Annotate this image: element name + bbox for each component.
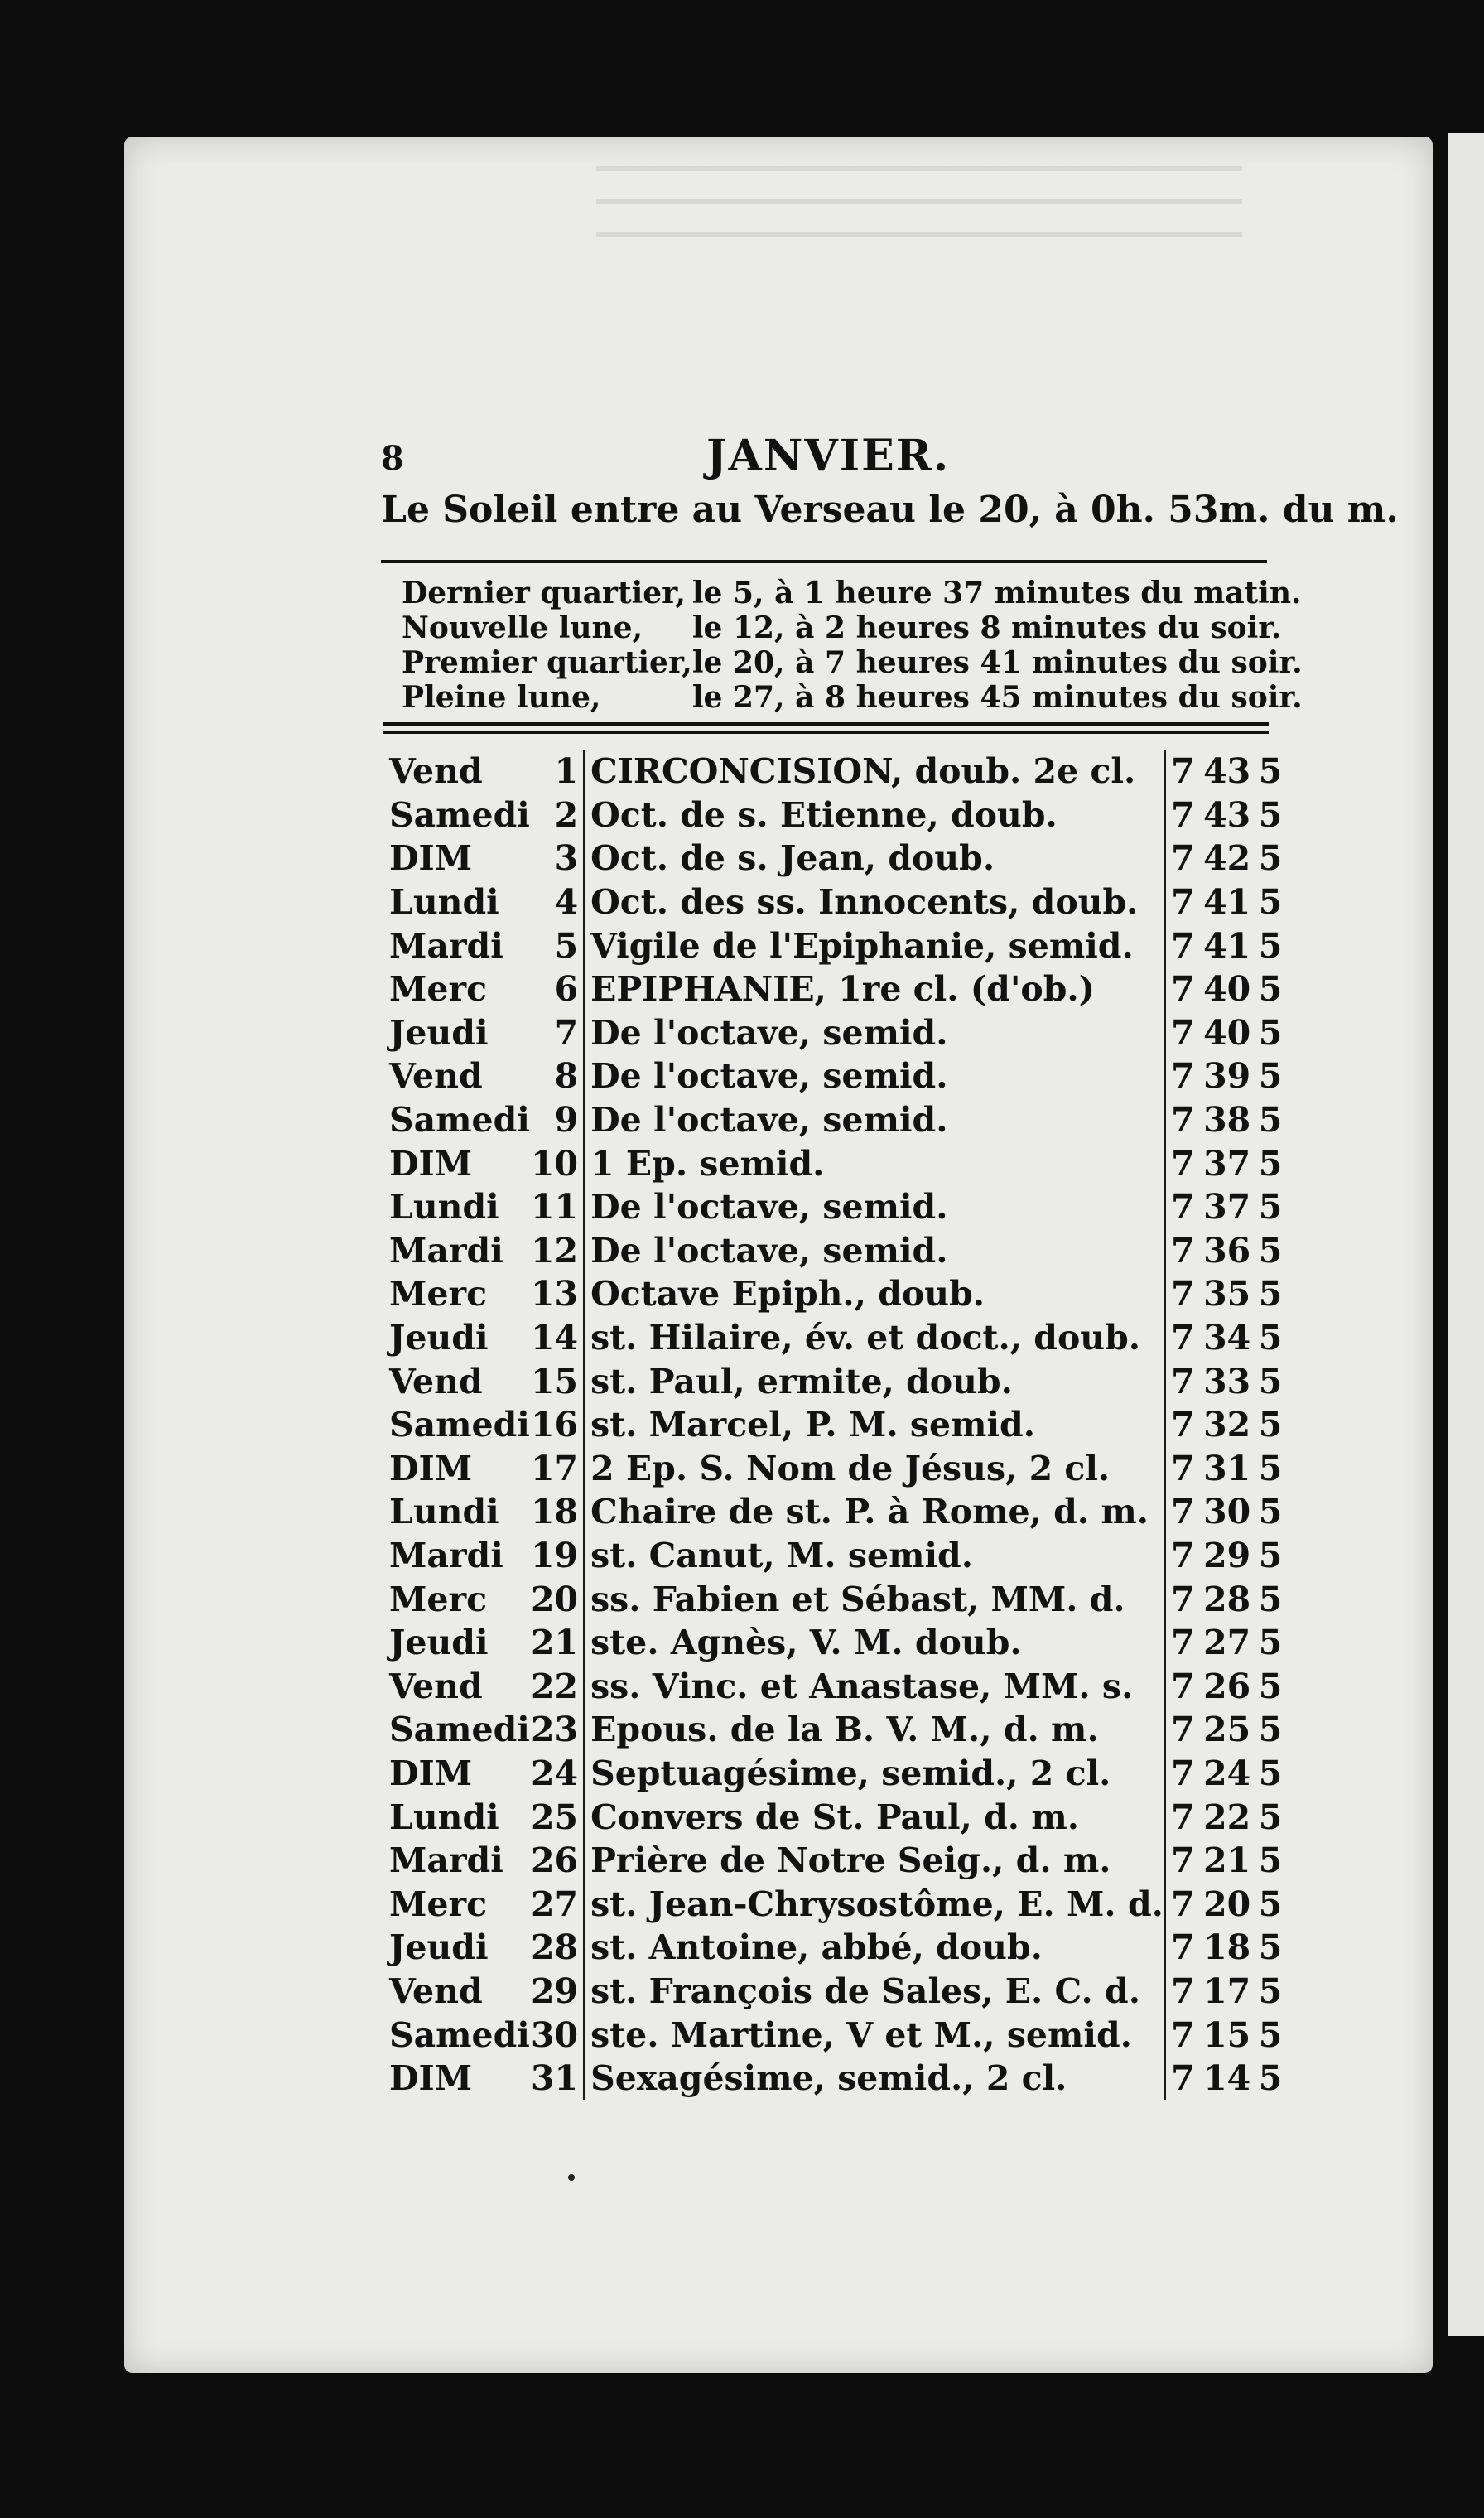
feast-cell: Sexagésime, semid., 2 cl.: [585, 2057, 1165, 2101]
hour-cell: 7: [1171, 794, 1195, 835]
double-rule-lower: [383, 731, 1269, 734]
weekday-cell: Merc: [389, 969, 488, 1010]
extra-cell: 5: [1258, 1971, 1283, 2011]
date-cell: 25: [530, 1795, 585, 1839]
calendar-row: [389, 794, 1287, 837]
date-cell: 7: [530, 1011, 585, 1055]
hour-cell: 7: [1171, 882, 1195, 923]
moon-phase-row: [402, 680, 1303, 715]
hour-cell: 7: [1171, 1579, 1195, 1619]
hour-cell: 7: [1171, 1230, 1195, 1271]
date-cell: 28: [530, 1926, 585, 1970]
calendar-row: [389, 1664, 1287, 1708]
minute-cell: 17: [1203, 1971, 1251, 2011]
hour-cell: 7: [1171, 1710, 1195, 1750]
date-cell: 27: [530, 1882, 585, 1926]
minute-cell: 20: [1203, 1884, 1251, 1924]
minute-cell: 22: [1203, 1797, 1251, 1837]
minute-cell: 35: [1203, 1274, 1251, 1314]
date-cell: 3: [530, 837, 585, 880]
weekday-cell: Jeudi: [389, 1927, 489, 1968]
hour-cell: 7: [1171, 1971, 1195, 2011]
hour-cell: 7: [1171, 1143, 1195, 1184]
extra-cell: 5: [1258, 751, 1283, 792]
date-cell: 10: [530, 1141, 585, 1185]
feast-cell: 2 Ep. S. Nom de Jésus, 2 cl.: [585, 1447, 1165, 1491]
calendar-row: [389, 1490, 1287, 1534]
adjacent-page-edge: [1448, 133, 1484, 2336]
feast-cell: De l'octave, semid.: [585, 1098, 1165, 1142]
calendar-row: [389, 924, 1287, 967]
minute-cell: 41: [1203, 925, 1251, 966]
calendar-row: [389, 1229, 1287, 1273]
calendar-table: [389, 750, 1288, 2100]
hour-cell: 7: [1171, 1448, 1195, 1488]
weekday-cell: Merc: [389, 1884, 488, 1924]
date-cell: 6: [530, 967, 585, 1011]
extra-cell: 5: [1258, 1927, 1283, 1968]
hour-cell: 7: [1171, 2058, 1195, 2099]
minute-cell: 30: [1203, 1492, 1251, 1532]
hour-cell: 7: [1171, 1535, 1195, 1575]
bleed-through-text: [596, 166, 1242, 265]
minute-cell: 15: [1203, 2014, 1251, 2055]
extra-cell: 5: [1258, 1230, 1283, 1271]
feast-cell: De l'octave, semid.: [585, 1185, 1165, 1229]
moon-phase-name: Pleine lune,: [402, 680, 601, 715]
weekday-cell: Vend: [389, 751, 483, 792]
feast-cell: Oct. des ss. Innocents, doub.: [585, 880, 1165, 924]
extra-cell: 5: [1258, 1274, 1283, 1314]
minute-cell: 28: [1203, 1579, 1251, 1619]
date-cell: 5: [530, 924, 585, 967]
minute-cell: 42: [1203, 838, 1251, 879]
weekday-cell: Lundi: [389, 1492, 499, 1532]
top-rule: [381, 560, 1267, 563]
moon-phase-row: [402, 576, 1303, 610]
extra-cell: 5: [1258, 1405, 1283, 1445]
minute-cell: 32: [1203, 1405, 1251, 1445]
hour-cell: 7: [1171, 969, 1195, 1010]
weekday-cell: Samedi: [389, 1405, 530, 1445]
extra-cell: 5: [1258, 1623, 1283, 1663]
weekday-cell: Vend: [389, 1666, 483, 1706]
minute-cell: 37: [1203, 1187, 1251, 1228]
feast-cell: De l'octave, semid.: [585, 1011, 1165, 1055]
calendar-row: [389, 837, 1287, 880]
feast-cell: st. Jean-Chrysostôme, E. M. d.: [585, 1882, 1165, 1926]
feast-cell: st. Canut, M. semid.: [585, 1534, 1165, 1578]
sun-entry-note: Le Soleil entre au Verseau le 20, à 0h. 53m. du m.: [381, 489, 1399, 531]
moon-phase-name: Dernier quartier,: [402, 576, 687, 610]
minute-cell: 34: [1203, 1318, 1251, 1358]
feast-cell: Octave Epiph., doub.: [585, 1272, 1165, 1316]
date-cell: 17: [530, 1447, 585, 1491]
extra-cell: 5: [1258, 2014, 1283, 2055]
minute-cell: 21: [1203, 1840, 1251, 1881]
extra-cell: 5: [1258, 1492, 1283, 1532]
calendar-row: [389, 1621, 1287, 1665]
date-cell: 21: [530, 1621, 585, 1665]
feast-cell: ste. Agnès, V. M. doub.: [585, 1621, 1165, 1665]
weekday-cell: Jeudi: [389, 1318, 489, 1358]
hour-cell: 7: [1171, 1797, 1195, 1837]
moon-phase-detail: le 27, à 8 heures 45 minutes du soir.: [691, 680, 1303, 715]
extra-cell: 5: [1258, 1710, 1283, 1750]
extra-cell: 5: [1258, 1318, 1283, 1358]
feast-cell: Oct. de s. Etienne, doub.: [585, 794, 1165, 837]
date-cell: 19: [530, 1534, 585, 1578]
hour-cell: 7: [1171, 1666, 1195, 1706]
moon-phase-detail: le 5, à 1 heure 37 minutes du matin.: [691, 576, 1302, 610]
minute-cell: 29: [1203, 1535, 1251, 1575]
feast-cell: st. Paul, ermite, doub.: [585, 1359, 1165, 1403]
calendar-row: [389, 880, 1287, 924]
date-cell: 2: [530, 794, 585, 837]
weekday-cell: DIM: [389, 838, 473, 879]
minute-cell: 40: [1203, 969, 1251, 1010]
weekday-cell: Samedi: [389, 794, 530, 835]
weekday-cell: Samedi: [389, 1710, 530, 1750]
date-cell: 13: [530, 1272, 585, 1316]
extra-cell: 5: [1258, 882, 1283, 923]
month-title: JANVIER.: [706, 431, 951, 481]
calendar-row: [389, 967, 1287, 1011]
date-cell: 1: [530, 750, 585, 794]
feast-cell: De l'octave, semid.: [585, 1054, 1165, 1098]
extra-cell: 5: [1258, 1579, 1283, 1619]
ink-speck: [568, 2174, 575, 2181]
weekday-cell: Lundi: [389, 882, 499, 923]
weekday-cell: DIM: [389, 1143, 473, 1184]
page-number: 8: [381, 439, 404, 478]
calendar-row: [389, 1926, 1287, 1970]
date-cell: 15: [530, 1359, 585, 1403]
extra-cell: 5: [1258, 1797, 1283, 1837]
extra-cell: 5: [1258, 969, 1283, 1010]
feast-cell: EPIPHANIE, 1re cl. (d'ob.): [585, 967, 1165, 1011]
extra-cell: 5: [1258, 2058, 1283, 2099]
calendar-row: [389, 1185, 1287, 1229]
moon-phase-detail: le 12, à 2 heures 8 minutes du soir.: [691, 610, 1282, 645]
hour-cell: 7: [1171, 1100, 1195, 1141]
extra-cell: 5: [1258, 925, 1283, 966]
date-cell: 14: [530, 1316, 585, 1360]
minute-cell: 39: [1203, 1056, 1251, 1097]
extra-cell: 5: [1258, 1884, 1283, 1924]
extra-cell: 5: [1258, 1100, 1283, 1141]
extra-cell: 5: [1258, 838, 1283, 879]
moon-phase-name: Nouvelle lune,: [402, 610, 643, 645]
calendar-row: [389, 1795, 1287, 1839]
feast-cell: st. Marcel, P. M. semid.: [585, 1403, 1165, 1447]
feast-cell: st. Antoine, abbé, doub.: [585, 1926, 1165, 1970]
date-cell: 18: [530, 1490, 585, 1534]
weekday-cell: DIM: [389, 1753, 473, 1793]
date-cell: 8: [530, 1054, 585, 1098]
extra-cell: 5: [1258, 1840, 1283, 1881]
date-cell: 22: [530, 1664, 585, 1708]
calendar-row: [389, 1970, 1287, 2014]
feast-cell: Chaire de st. P. à Rome, d. m.: [585, 1490, 1165, 1534]
extra-cell: 5: [1258, 1448, 1283, 1488]
extra-cell: 5: [1258, 1143, 1283, 1184]
calendar-row: [389, 1839, 1287, 1883]
calendar-row: [389, 2013, 1287, 2057]
moon-phase-name: Premier quartier,: [402, 645, 692, 680]
extra-cell: 5: [1258, 1535, 1283, 1575]
weekday-cell: Vend: [389, 1971, 483, 2011]
weekday-cell: Samedi: [389, 1100, 530, 1141]
date-cell: 26: [530, 1839, 585, 1883]
feast-cell: st. Hilaire, év. et doct., doub.: [585, 1316, 1165, 1360]
minute-cell: 25: [1203, 1710, 1251, 1750]
hour-cell: 7: [1171, 751, 1195, 792]
hour-cell: 7: [1171, 1927, 1195, 1968]
moon-phase-detail: le 20, à 7 heures 41 minutes du soir.: [691, 645, 1303, 680]
feast-cell: Convers de St. Paul, d. m.: [585, 1795, 1165, 1839]
weekday-cell: Mardi: [389, 1840, 504, 1881]
minute-cell: 18: [1203, 1927, 1251, 1968]
calendar-row: [389, 2057, 1287, 2101]
feast-cell: ss. Fabien et Sébast, MM. d.: [585, 1577, 1165, 1621]
hour-cell: 7: [1171, 1187, 1195, 1228]
feast-cell: Vigile de l'Epiphanie, semid.: [585, 924, 1165, 967]
date-cell: 16: [530, 1403, 585, 1447]
hour-cell: 7: [1171, 1318, 1195, 1358]
calendar-row: [389, 1011, 1287, 1055]
double-rule-upper: [383, 722, 1269, 726]
minute-cell: 40: [1203, 1012, 1251, 1053]
hour-cell: 7: [1171, 1056, 1195, 1097]
weekday-cell: Lundi: [389, 1797, 499, 1837]
date-cell: 24: [530, 1752, 585, 1796]
weekday-cell: Merc: [389, 1579, 488, 1619]
hour-cell: 7: [1171, 1623, 1195, 1663]
calendar-row: [389, 1534, 1287, 1578]
feast-cell: CIRCONCISION, doub. 2e cl.: [585, 750, 1165, 794]
minute-cell: 41: [1203, 882, 1251, 923]
minute-cell: 43: [1203, 751, 1251, 792]
weekday-cell: Mardi: [389, 1230, 504, 1271]
moon-phase-row: [402, 610, 1303, 645]
calendar-row: [389, 1098, 1287, 1142]
date-cell: 30: [530, 2013, 585, 2057]
hour-cell: 7: [1171, 838, 1195, 879]
feast-cell: 1 Ep. semid.: [585, 1141, 1165, 1185]
calendar-row: [389, 1447, 1287, 1491]
feast-cell: Prière de Notre Seig., d. m.: [585, 1839, 1165, 1883]
date-cell: 31: [530, 2057, 585, 2101]
minute-cell: 27: [1203, 1623, 1251, 1663]
calendar-row: [389, 1141, 1287, 1185]
moon-phase-row: [402, 645, 1303, 680]
date-cell: 23: [530, 1708, 585, 1752]
calendar-row: [389, 1752, 1287, 1796]
minute-cell: 31: [1203, 1448, 1251, 1488]
minute-cell: 24: [1203, 1753, 1251, 1793]
feast-cell: Epous. de la B. V. M., d. m.: [585, 1708, 1165, 1752]
feast-cell: Oct. de s. Jean, doub.: [585, 837, 1165, 880]
extra-cell: 5: [1258, 1187, 1283, 1228]
feast-cell: ss. Vinc. et Anastase, MM. s.: [585, 1664, 1165, 1708]
minute-cell: 36: [1203, 1230, 1251, 1271]
calendar-row: [389, 1054, 1287, 1098]
weekday-cell: Vend: [389, 1361, 483, 1401]
feast-cell: ste. Martine, V et M., semid.: [585, 2013, 1165, 2057]
date-cell: 11: [530, 1185, 585, 1229]
feast-cell: Septuagésime, semid., 2 cl.: [585, 1752, 1165, 1796]
weekday-cell: Mardi: [389, 925, 504, 966]
hour-cell: 7: [1171, 1012, 1195, 1053]
weekday-cell: Samedi: [389, 2014, 530, 2055]
minute-cell: 33: [1203, 1361, 1251, 1401]
hour-cell: 7: [1171, 1361, 1195, 1401]
calendar-row: [389, 1272, 1287, 1316]
minute-cell: 26: [1203, 1666, 1251, 1706]
calendar-row: [389, 1359, 1287, 1403]
hour-cell: 7: [1171, 1405, 1195, 1445]
extra-cell: 5: [1258, 1361, 1283, 1401]
hour-cell: 7: [1171, 2014, 1195, 2055]
extra-cell: 5: [1258, 1666, 1283, 1706]
weekday-cell: Mardi: [389, 1535, 504, 1575]
calendar-row: [389, 1403, 1287, 1447]
minute-cell: 38: [1203, 1100, 1251, 1141]
extra-cell: 5: [1258, 794, 1283, 835]
calendar-row: [389, 1882, 1287, 1926]
hour-cell: 7: [1171, 1840, 1195, 1881]
minute-cell: 37: [1203, 1143, 1251, 1184]
minute-cell: 43: [1203, 794, 1251, 835]
weekday-cell: Jeudi: [389, 1623, 489, 1663]
weekday-cell: Lundi: [389, 1187, 499, 1228]
feast-cell: st. François de Sales, E. C. d.: [585, 1970, 1165, 2014]
weekday-cell: DIM: [389, 1448, 473, 1488]
hour-cell: 7: [1171, 1753, 1195, 1793]
extra-cell: 5: [1258, 1753, 1283, 1793]
hour-cell: 7: [1171, 1274, 1195, 1314]
calendar-row: [389, 750, 1287, 794]
hour-cell: 7: [1171, 925, 1195, 966]
hour-cell: 7: [1171, 1884, 1195, 1924]
weekday-cell: Vend: [389, 1056, 483, 1097]
feast-cell: De l'octave, semid.: [585, 1229, 1165, 1273]
hour-cell: 7: [1171, 1492, 1195, 1532]
calendar-row: [389, 1577, 1287, 1621]
calendar-row: [389, 1316, 1287, 1360]
date-cell: 29: [530, 1970, 585, 2014]
date-cell: 4: [530, 880, 585, 924]
date-cell: 12: [530, 1229, 585, 1273]
moon-phases-table: [402, 576, 1303, 715]
weekday-cell: Jeudi: [389, 1012, 489, 1053]
minute-cell: 14: [1203, 2058, 1251, 2099]
extra-cell: 5: [1258, 1056, 1283, 1097]
weekday-cell: Merc: [389, 1274, 488, 1314]
calendar-row: [389, 1708, 1287, 1752]
date-cell: 9: [530, 1098, 585, 1142]
date-cell: 20: [530, 1577, 585, 1621]
weekday-cell: DIM: [389, 2058, 473, 2099]
extra-cell: 5: [1258, 1012, 1283, 1053]
